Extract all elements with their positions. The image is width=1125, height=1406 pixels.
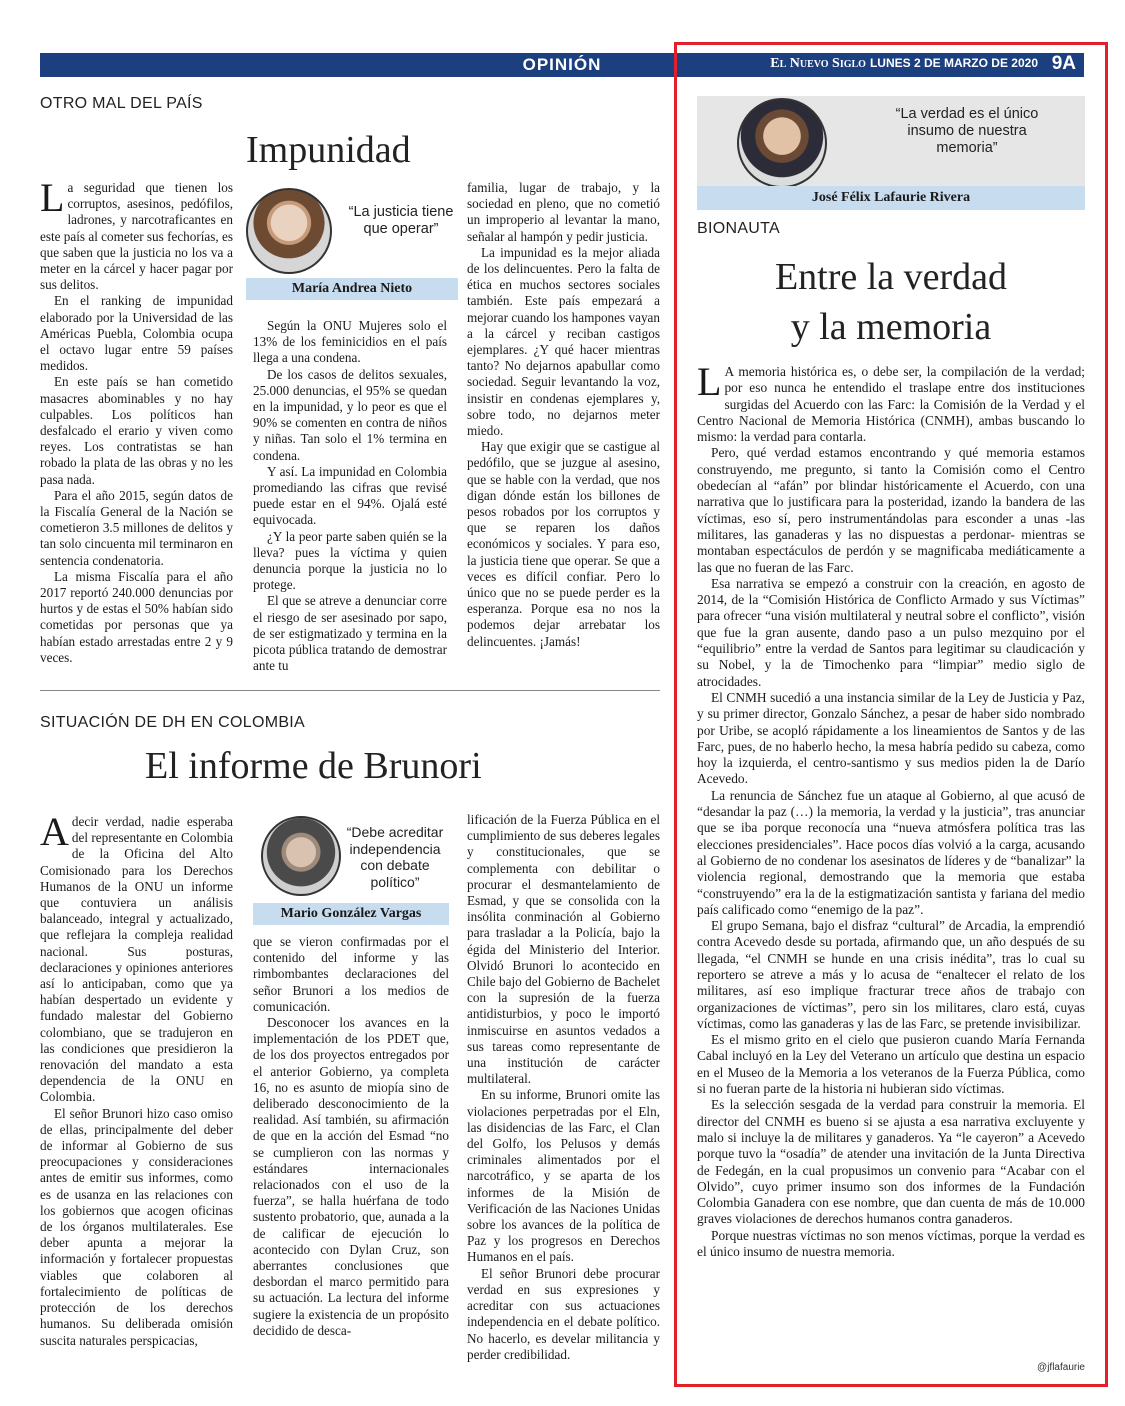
- paragraph: El señor Brunori hizo caso omiso de ellas, principalmente del deber de informar al Gobierno de sus preocupaciones y consideraciones antes de emitir sus informes, como es de usanza en las relaciones con los gobiernos que acogen oficinas de los órganos multilaterales. Ese deber apunta a mejorar la información y fortalecer propuestas viables que colaboren al fortalecimiento de políticas de protección de los derechos humanos. Su deliberada omisión suscita naturales perspicacias,: [40, 1105, 233, 1348]
- paragraph: Y así. La impunidad en Colombia promediando las cifras que revisé puede estar en el 94%. Ojalá esté equivocada.: [253, 463, 447, 528]
- paragraph: En el ranking de impunidad elaborado por la Universidad de las Américas Puebla, Colombia ocupa el octavo lugar entre 59 países medidos.: [40, 293, 233, 374]
- article2-column-2: [253, 934, 449, 1339]
- paragraph: El que se atreve a denunciar corre el riesgo de ser asesinado por sapo, de ser estigmatizado y termina en la picota pública tratando de demostrar ante tu: [253, 593, 447, 674]
- paragraph: Según la ONU Mujeres solo el 13% de los feminicidios en el país llega a una condena.: [253, 318, 447, 366]
- paragraph: Es la selección sesgada de la verdad para construir la memoria. El director del CNMH es bueno si se ajusta a esa narrativa excluyente y malo si incluye la de militares y ganaderos. Ya “le cayeron” a Acevedo porque tuvo la “osadía” de atender una invitación de la Junta Directiva de Fedegán, en la cual propusimos un convenio para “Acabar con el Olvido”, cuyo primer insumo son dos informes de la Fundación Colombia Ganadera con ese nombre, que dan cuenta de más de 10.000 graves violaciones de derechos humanos contra ganaderos.: [697, 1097, 1085, 1227]
- paragraph: En su informe, Brunori omite las violaciones perpetradas por el Eln, las disidencias de las Farc, el Clan del Golfo, los Pelusos y demás criminales alimentados por el narcotráfico, y se aparta de los informes de la Misión de Verificación de las Naciones Unidas sobre los avances de la política de Paz y los progresos en Derechos Humanos en el país.: [467, 1087, 660, 1265]
- paragraph: Desconocer los avances en la implementación de los PDET que, de los dos proyectos entregados por el anterior Gobierno, ya completa 16, no es asunto de miopía sino de deliberado desconocimiento de la realidad. Así también, su afirmación de que en la acción del Esmad “no se cumplieron con las normas y estándares internacionales relacionados con el uso de la fuerza”, se halla huérfana de todo sustento probatorio, que, aunada a la de calificar de ejecución lo acontecido con Dylan Cruz, son aberrantes conclusiones que desbordan el marco permitido para su actuación. La lectura del informe sugiere la existencia de un propósito decidido de desca-: [253, 1015, 449, 1338]
- article2-title: El informe de Brunori: [145, 745, 482, 787]
- article1-column-1: [40, 175, 233, 666]
- issue-date: LUNES 2 DE MARZO DE 2020: [869, 56, 1038, 70]
- paragraph: a seguridad que tienen los corruptos, asesinos, pedófilos, ladrones, y narcotraficantes en este país al cometer sus fechorías, es que saben que la justicia no los va a meter en la cárcel y hacer pagar por sus delitos.: [40, 180, 233, 293]
- paragraph: El señor Brunori debe procurar verdad en sus expresiones y acreditar con sus actuaciones independencia en el debate político. No hacerlo, es develar militancia y perder credibilidad.: [467, 1265, 660, 1362]
- article1-quote: “La justicia tiene que operar”: [348, 204, 454, 237]
- paragraph: De los casos de delitos sexuales, 25.000 denuncias, el 95% se quedan en la impunidad, y lo peor es que el 90% se comenten en contra de niños y niñas. Tan solo el 1% termina en condena.: [253, 366, 447, 463]
- article2-quote: “Debe acreditar independencia con debate político”: [346, 824, 444, 890]
- paragraph: que se vieron confirmadas por el contenido del informe y las rimbombantes declaraciones del señor Brunori a los medios de comunicación.: [253, 934, 449, 1014]
- author-photo: [261, 816, 341, 896]
- newspaper-title: El Nuevo Siglo: [770, 56, 866, 71]
- paragraph: En este país se han cometido masacres abominables y no hay culpables. Los políticos han desfalcado el erario y viven como reyes. Los contratistas se han robado la plata de las obras y no les pasa nada.: [40, 374, 233, 487]
- paragraph: Hay que exigir que se castigue al pedófilo, que se juzgue al asesino, que se hable con la verdad, que nos digan dónde están los billones de pesos robados por los corruptos y que se reparen los daños económicos y sociales. Y para eso, la justicia tiene que operar. Se que a veces es difícil confiar. Pero lo único que no se puede perder es la esperanza. Porque esa no nos la podemos dejar arrebatar los delincuentes. ¡Jamás!: [467, 439, 660, 649]
- article3-title-line-1: Entre la verdad: [774, 256, 1008, 298]
- article2-column-3: [467, 812, 660, 1363]
- article1-column-2: [253, 318, 447, 674]
- paragraph: La renuncia de Sánchez fue un ataque al Gobierno, al que acusó de “desandar la paz (…) la memoria, la verdad y la justicia”, tras anunciar que se iba porque reconocía una “nueva atmósfera política tras las elecciones presidenciales”. Hace pocos días volvió a la carga, acusando al Gobierno de no condenar los asesinatos de líderes y de “banalizar” la violencia regional, demostrando que la memoria que estaba “construyendo” era la de la estigmatización santista y fariana del medio país calificado como “enemigo de la paz”.: [697, 787, 1085, 917]
- article1-kicker: OTRO MAL DEL PAÍS: [40, 95, 203, 112]
- article3-kicker: BIONAUTA: [697, 220, 781, 237]
- article2-author: Mario González Vargas: [253, 903, 449, 925]
- paragraph: A memoria histórica es, o debe ser, la compilación de la verdad; por eso nunca he entendido el traslape entre dos instituciones surgidas del Acuerdo con las Farc: la Comisión de la Verdad y el Centro Nacional de Memoria Histórica (CNMH), ambas buscando lo mismo: la verdad para contarla.: [697, 364, 1085, 445]
- article2-kicker: SITUACIÓN DE DH EN COLOMBIA: [40, 714, 306, 731]
- article1-author: María Andrea Nieto: [246, 278, 458, 300]
- paragraph: Esa narrativa se empezó a construir con la creación, en agosto de 2014, de la “Comisión Histórica de Conflicto Armado y sus Víctimas” para ofrecer “una visión multilateral y neutral sobre el conflicto”, visión que fue la gran ausente, dando paso a un pulso mezquino por el “equilibrio” entre la verdad de Santos para legitimar su claudicación y su Nobel, y la de Timochenko para “limpiar” medio siglo de atrocidades.: [697, 575, 1085, 689]
- paragraph: Pero, qué verdad estamos encontrando y qué memoria estamos construyendo, me pregunto, si tanto la Comisión como el Centro obedecían al “afán” por blindar históricamente el Acuerdo, con una narrativa que lo justificara para la posteridad, izando la bandera de las víctimas, eso sí, pero instrumentándolas para esconder a unas -las militares, las ganaderas y las no dispuestas a perdonar- mientras se montaban espectáculos de perdón y se magnificaba mediáticamente a las que no fueran de las Farc.: [697, 445, 1085, 575]
- paragraph: La misma Fiscalía para el año 2017 reportó 240.000 denuncias por hurtos y de estas el 50% habían sido cometidas por personas que ya habían estado arrestadas entre 2 y 9 veces.: [40, 568, 233, 665]
- paragraph: El CNMH sucedió a una instancia similar de la Ley de Justicia y Paz, y su primer director, Gonzalo Sánchez, a pesar de haber sido nombrado por Uribe, se acopló rápidamente a los lineamientos de Santos y de las Farc, pues, de no haberlo hecho, la mesa habría pedido su cabeza, como hoy la izquierda, el centro-santismo y sus medios piden la de Darío Acevedo.: [697, 689, 1085, 787]
- article2-column-1: [40, 809, 233, 1349]
- highlight-frame: [674, 42, 1108, 1387]
- paragraph: ¿Y la peor parte saben quién se la lleva? pues la víctima y quien denuncia porque la justicia no lo protege.: [253, 528, 447, 593]
- page-number: 9A: [1051, 53, 1076, 74]
- paragraph: El grupo Semana, bajo el disfraz “cultural” de Arcadia, la emprendió contra Acevedo desde su portada, afirmando que, un año después de su llegada, “el CNMH se hunde en una crisis inédita”, tras lo cual su reportero se atreve a más y lo acusa de “enaltecer el relato de los militares, así eso implique fracturar trece años de trabajo con organizaciones de víctimas”, pero sin los militares, claro está, cuyas víctimas, como las ganaderas y las de las Farc, se pretende invisibilizar.: [697, 918, 1085, 1031]
- author-social-handle: @jflafaurie: [1037, 1362, 1085, 1373]
- paragraph: familia, lugar de trabajo, y la sociedad en pleno, que no cometió un improperio al levantar la mano, señalar al hampón y pedir justicia.: [467, 180, 660, 244]
- paragraph: lificación de la Fuerza Pública en el cumplimiento de sus deberes legales y constitucionales, que se complementa con debilitar o procurar el desmantelamiento de Esmad, y que se consolida con la insólita conminación al Gobierno para trasladar a la Policía, bajo la égida del Ministerio del Interior. Olvidó Brunori lo acontecido en Chile bajo del Gobierno de Bachelet con la supresión de la fuerza antidisturbios, y poco le importó inmiscuirse en asuntos vedados a sus tareas como representante de una institución de carácter multilateral.: [467, 812, 660, 1087]
- section-title: OPINIÓN: [522, 55, 602, 74]
- article3-quote: “La verdad es el único insumo de nuestra memoria”: [895, 106, 1039, 156]
- paragraph: decir verdad, nadie esperaba del representante en Colombia de la Oficina del Alto Comisionado para los Derechos Humanos de la ONU un informe que contuviera un análisis balanceado, integral y actualizado, que reflejara la compleja realidad nacional. Sus posturas, declaraciones y opiniones anteriores así lo anticipaban, como que ya habían despertado un evidente y fundado malestar del Gobierno colombiano, que se tradujeron en las condiciones que presidieron la renovación del mandato a esta dependencia de la ONU en Colombia.: [40, 814, 233, 1105]
- paragraph: Para el año 2015, según datos de la Fiscalía General de la Nación se cometieron 3.5 millones de delitos y tan solo cincuenta mil terminaron en sentencia condenatoria.: [40, 487, 233, 568]
- section-divider: [40, 690, 660, 691]
- article2-author-box: [253, 810, 449, 926]
- dropcap: A: [40, 809, 69, 854]
- author-photo: [246, 188, 332, 274]
- dropcap: L: [697, 359, 722, 404]
- article1-column-3: [467, 180, 660, 650]
- article3-title-line-2: y la memoria: [790, 306, 992, 348]
- article3-author: José Félix Lafaurie Rivera: [697, 186, 1085, 210]
- paragraph: Es el mismo grito en el cielo que pusieron cuando María Fernanda Cabal incluyó en la Ley del Veterano un artículo que destina un espacio en el Museo de la Memoria a los veteranos de la Fuerza Pública, como si no fueran parte de la historia ni hubieran sido víctimas.: [697, 1032, 1085, 1097]
- paragraph: La impunidad es la mejor aliada de los delincuentes. Pero la falta de ética en muchos sectores sociales también. Este país empezará a mejorar cuando los hampones vayan a la cárcel y reciban castigos ejemplares. ¿Y qué hacer mientras tanto? No dejarnos apabullar como sociedad. Seguir levantando la voz, insistir en condenas ejemplares y, sobre todo, no dejarnos meter miedo.: [467, 244, 660, 439]
- article1-author-box: [246, 182, 458, 300]
- dropcap: L: [40, 175, 65, 220]
- paragraph: Porque nuestras víctimas no son menos víctimas, porque la verdad es el único insumo de nuestra memoria.: [697, 1227, 1085, 1260]
- article1-title: Impunidad: [246, 129, 411, 171]
